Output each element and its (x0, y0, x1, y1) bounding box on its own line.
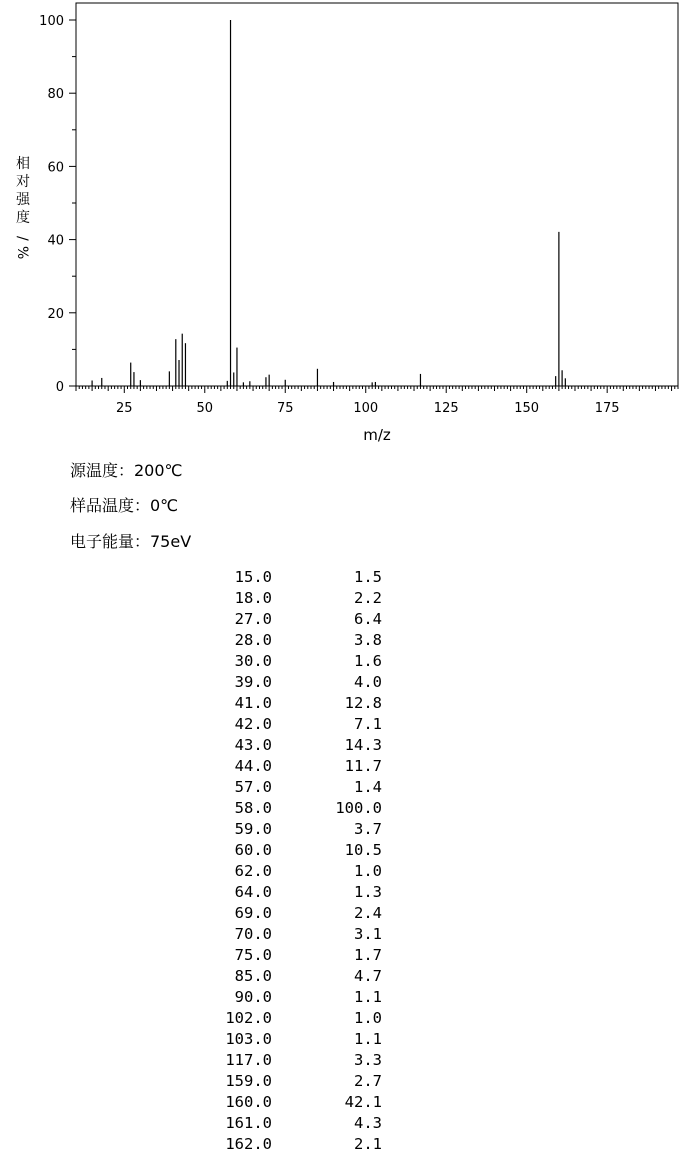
mz-cell: 69.0 (234, 904, 272, 922)
mz-cell: 59.0 (234, 820, 272, 838)
mz-cell: 41.0 (234, 694, 272, 712)
y-axis-title-char: 对 (16, 174, 30, 190)
mz-cell: 42.0 (234, 715, 272, 733)
table-row (200, 777, 382, 798)
table-row (200, 714, 382, 735)
x-tick-label: 50 (196, 401, 214, 416)
mz-cell: 70.0 (234, 925, 272, 943)
table-row (200, 735, 382, 756)
y-axis-title-char: 度 (16, 210, 30, 226)
mz-cell: 160.0 (225, 1093, 272, 1111)
mz-cell: 161.0 (225, 1114, 272, 1132)
intensity-cell: 1.0 (354, 1009, 382, 1027)
intensity-cell: 4.0 (354, 673, 382, 691)
table-row (200, 609, 382, 630)
x-axis-ticks (76, 386, 678, 416)
table-row (200, 903, 382, 924)
intensity-cell: 1.3 (354, 883, 382, 901)
y-tick-label: 0 (55, 380, 64, 395)
table-row (200, 672, 382, 693)
mz-cell: 28.0 (234, 631, 272, 649)
y-tick-label: 100 (39, 14, 64, 29)
table-row (200, 945, 382, 966)
intensity-cell: 6.4 (354, 610, 382, 628)
table-row (200, 798, 382, 819)
intensity-cell: 2.4 (354, 904, 382, 922)
mz-cell: 60.0 (234, 841, 272, 859)
intensity-cell: 3.7 (354, 820, 382, 838)
intensity-cell: 2.1 (354, 1135, 382, 1153)
intensity-cell: 3.8 (354, 631, 382, 649)
y-axis-title-char: % (14, 246, 30, 260)
x-axis-title: m/z (363, 426, 391, 444)
intensity-cell: 1.0 (354, 862, 382, 880)
intensity-cell: 4.7 (354, 967, 382, 985)
mz-cell: 102.0 (225, 1009, 272, 1027)
intensity-cell: 14.3 (344, 736, 382, 754)
intensity-cell: 1.4 (354, 778, 382, 796)
mass-spectrum-chart (0, 0, 680, 455)
intensity-cell: 42.1 (344, 1093, 382, 1111)
mz-cell: 159.0 (225, 1072, 272, 1090)
intensity-cell: 7.1 (354, 715, 382, 733)
intensity-cell: 2.7 (354, 1072, 382, 1090)
table-row (200, 693, 382, 714)
table-row (200, 987, 382, 1008)
mz-cell: 62.0 (234, 862, 272, 880)
x-tick-label: 150 (514, 401, 540, 416)
intensity-cell: 1.1 (354, 988, 382, 1006)
x-tick-label: 25 (116, 401, 133, 416)
table-row (200, 567, 382, 588)
y-axis-title (14, 155, 31, 259)
y-tick-label: 20 (47, 306, 64, 322)
intensity-cell: 1.1 (354, 1030, 382, 1048)
table-row (200, 861, 382, 882)
plot-frame (76, 3, 678, 386)
intensity-cell: 12.8 (344, 694, 382, 712)
spectrum-bars (92, 20, 565, 386)
table-row (200, 1071, 382, 1092)
intensity-cell: 4.3 (354, 1114, 382, 1132)
intensity-cell: 100.0 (335, 799, 382, 817)
table-row (200, 1008, 382, 1029)
intensity-cell: 1.6 (354, 652, 382, 670)
mz-cell: 162.0 (225, 1135, 272, 1153)
mz-cell: 103.0 (225, 1030, 272, 1048)
x-tick-label: 100 (353, 401, 379, 416)
y-axis-title-char: 相 (16, 156, 30, 172)
source-temperature: 源温度：200℃ (70, 461, 183, 480)
x-tick-label: 125 (433, 401, 459, 416)
mz-cell: 64.0 (234, 883, 272, 901)
intensity-cell: 2.2 (354, 589, 382, 607)
table-row (200, 924, 382, 945)
y-tick-label: 80 (47, 87, 64, 103)
table-row (200, 588, 382, 609)
mz-cell: 85.0 (234, 967, 272, 985)
mz-cell: 58.0 (234, 799, 272, 817)
electron-energy: 电子能量：75eV (70, 532, 192, 551)
mz-cell: 117.0 (225, 1051, 272, 1069)
peak-table (200, 567, 382, 1155)
mz-cell: 30.0 (234, 652, 272, 670)
table-row (200, 756, 382, 777)
table-row (200, 1050, 382, 1071)
intensity-cell: 3.3 (354, 1051, 382, 1069)
mz-cell: 44.0 (234, 757, 272, 775)
table-row (200, 1113, 382, 1134)
table-row (200, 966, 382, 987)
y-tick-label: 60 (47, 160, 64, 176)
intensity-cell: 11.7 (344, 757, 382, 775)
intensity-cell: 10.5 (344, 841, 382, 859)
y-axis-title-char: / (14, 236, 30, 241)
y-tick-label: 40 (47, 233, 64, 249)
mz-cell: 43.0 (234, 736, 272, 754)
intensity-cell: 1.5 (354, 568, 382, 586)
x-tick-label: 175 (594, 401, 620, 416)
mz-cell: 75.0 (234, 946, 272, 964)
intensity-cell: 3.1 (354, 925, 382, 943)
mz-cell: 90.0 (234, 988, 272, 1006)
table-row (200, 1134, 382, 1155)
table-row (200, 630, 382, 651)
mz-cell: 39.0 (234, 673, 272, 691)
table-row (200, 840, 382, 861)
x-tick-label: 75 (276, 401, 294, 416)
table-row (200, 819, 382, 840)
y-axis-title-char: 强 (16, 192, 30, 208)
sample-temperature: 样品温度：0℃ (70, 496, 179, 515)
mz-cell: 18.0 (234, 589, 272, 607)
table-row (200, 1092, 382, 1113)
table-row (200, 651, 382, 672)
mz-cell: 15.0 (234, 568, 272, 586)
intensity-cell: 1.7 (354, 946, 382, 964)
table-row (200, 882, 382, 903)
y-axis-ticks (39, 14, 76, 395)
mz-cell: 57.0 (234, 778, 272, 796)
mz-cell: 27.0 (234, 610, 272, 628)
table-row (200, 1029, 382, 1050)
